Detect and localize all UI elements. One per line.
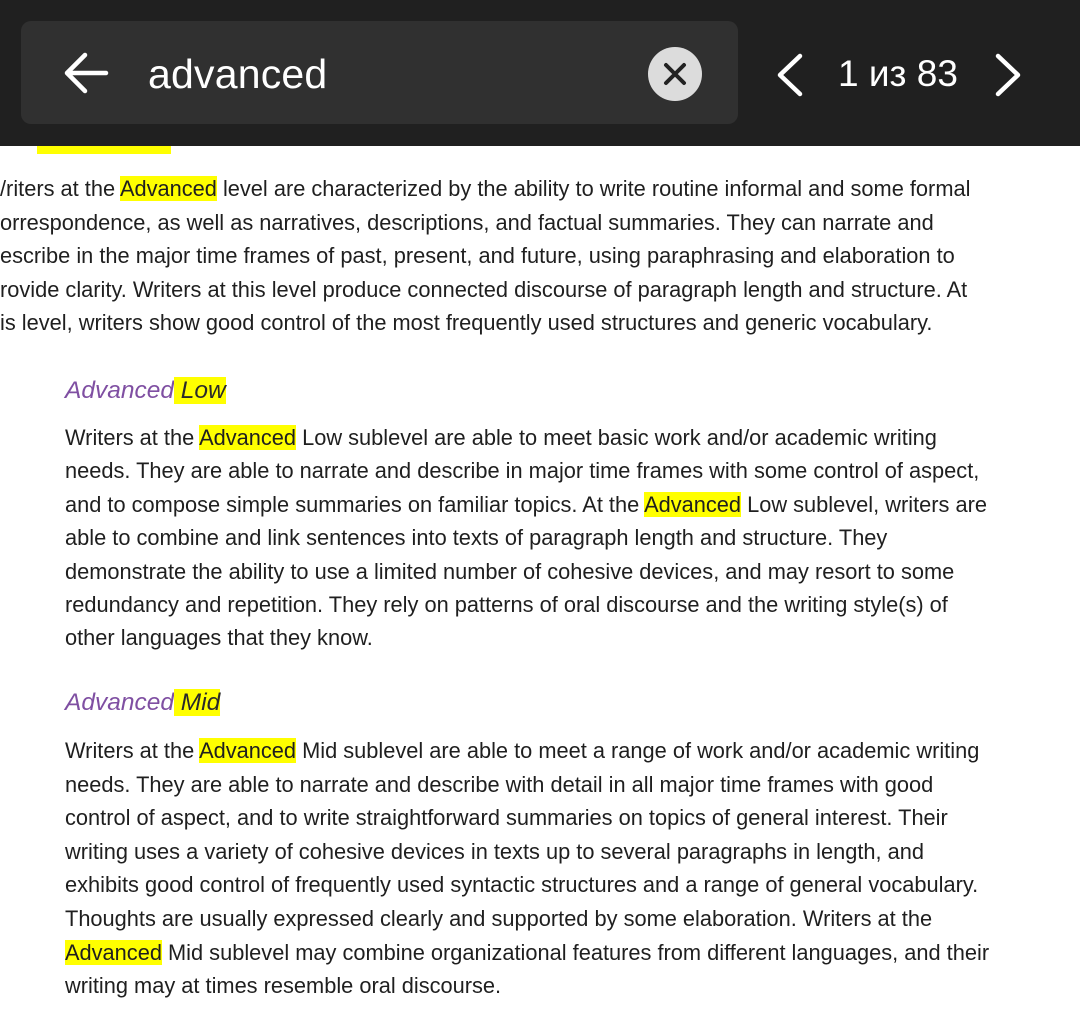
text-run: other languages that they know. — [65, 625, 373, 651]
text-run: Low sublevel are able to meet basic work and/or academic writing — [296, 425, 937, 450]
text-run: able to combine and link sentences into texts of paragraph length and structure. They — [65, 525, 888, 551]
find-in-page-toolbar — [0, 0, 1080, 146]
search-box[interactable] — [21, 21, 738, 124]
search-match-highlight: Advanced — [119, 176, 217, 201]
text-line — [65, 769, 933, 801]
text-run: is level, writers show good control of the most frequently used structures and generic vocabulary. — [0, 310, 933, 336]
text-line — [65, 937, 989, 969]
text-line — [65, 802, 948, 834]
close-icon — [663, 62, 687, 86]
text-run: Mid sublevel are able to meet a range of work and/or academic writing — [296, 738, 980, 763]
text-line — [65, 589, 948, 621]
text-line — [65, 869, 978, 901]
text-run: needs. They are able to narrate and describe in major time frames with some control of aspect, — [65, 458, 980, 484]
text-line — [0, 173, 970, 205]
text-line — [0, 240, 955, 272]
text-run: rovide clarity. Writers at this level produce connected discourse of paragraph length and structure. At — [0, 276, 968, 302]
search-match-highlight: Mid — [173, 689, 221, 716]
chevron-right-icon[interactable] — [994, 52, 1024, 98]
arrow-left-icon[interactable] — [62, 50, 110, 96]
search-highlight-partial — [37, 146, 171, 154]
text-run: writing may at times resemble oral discourse. — [65, 973, 502, 999]
text-line — [65, 622, 373, 654]
text-run: exhibits good control of frequently used syntactic structures and a range of general vocabulary. — [65, 872, 979, 898]
search-match-highlight: Low — [173, 377, 226, 404]
text-line — [65, 556, 954, 588]
text-run: Writers at the — [65, 738, 200, 763]
section-heading-advanced-mid — [65, 687, 220, 719]
search-input[interactable]: advanced — [148, 51, 328, 97]
text-run: orrespondence, as well as narratives, descriptions, and factual summaries. They can narrate and — [0, 209, 934, 235]
text-line — [0, 274, 967, 306]
search-match-highlight: Advanced — [199, 425, 297, 450]
text-line — [65, 836, 924, 868]
text-run: level are characterized by the ability to write routine informal and some formal — [216, 176, 971, 201]
text-run: Thoughts are usually expressed clearly and supported by some elaboration. Writers at the — [65, 906, 933, 931]
text-run: needs. They are able to narrate and describe with detail in all major time frames with good — [65, 771, 934, 797]
search-match-highlight: Advanced — [199, 738, 297, 763]
text-line — [65, 422, 937, 454]
chevron-left-icon[interactable] — [774, 52, 804, 98]
clear-search-button[interactable] — [648, 47, 702, 101]
match-counter: 1 из 83 — [838, 53, 958, 94]
text-line — [65, 489, 987, 521]
section-heading-advanced-low — [65, 375, 226, 407]
search-match-highlight: Advanced — [65, 939, 162, 965]
text-run: redundancy and repetition. They rely on patterns of oral discourse and the writing style(s) of — [65, 592, 948, 617]
text-run: Mid sublevel may combine organizational features from different languages, and their — [161, 939, 990, 965]
text-run: escribe in the major time frames of past, present, and future, using paraphrasing and elaboration to — [0, 243, 955, 269]
text-line — [65, 903, 932, 935]
text-run: writing uses a variety of cohesive devices in texts up to several paragraphs in length, and — [65, 838, 925, 864]
text-run: Low sublevel, writers are — [741, 491, 987, 517]
text-run: and to compose simple summaries on familiar topics. At the — [65, 491, 645, 517]
text-line — [0, 207, 934, 239]
text-run: Advanced — [65, 377, 174, 404]
text-line — [0, 307, 932, 339]
text-line — [65, 455, 979, 487]
text-run: control of aspect, and to write straightforward summaries on topics of general interest. Their — [65, 805, 948, 831]
text-line — [65, 735, 979, 767]
text-run: Advanced — [65, 689, 174, 716]
text-run: demonstrate the ability to use a limited number of cohesive devices, and may resort to some — [65, 558, 955, 584]
text-run: Writers at the — [65, 425, 200, 450]
text-line — [65, 522, 887, 554]
document-page — [0, 146, 1080, 1034]
text-line — [65, 970, 501, 1002]
text-run: /riters at the — [0, 176, 120, 201]
search-match-highlight: Advanced — [644, 491, 742, 517]
